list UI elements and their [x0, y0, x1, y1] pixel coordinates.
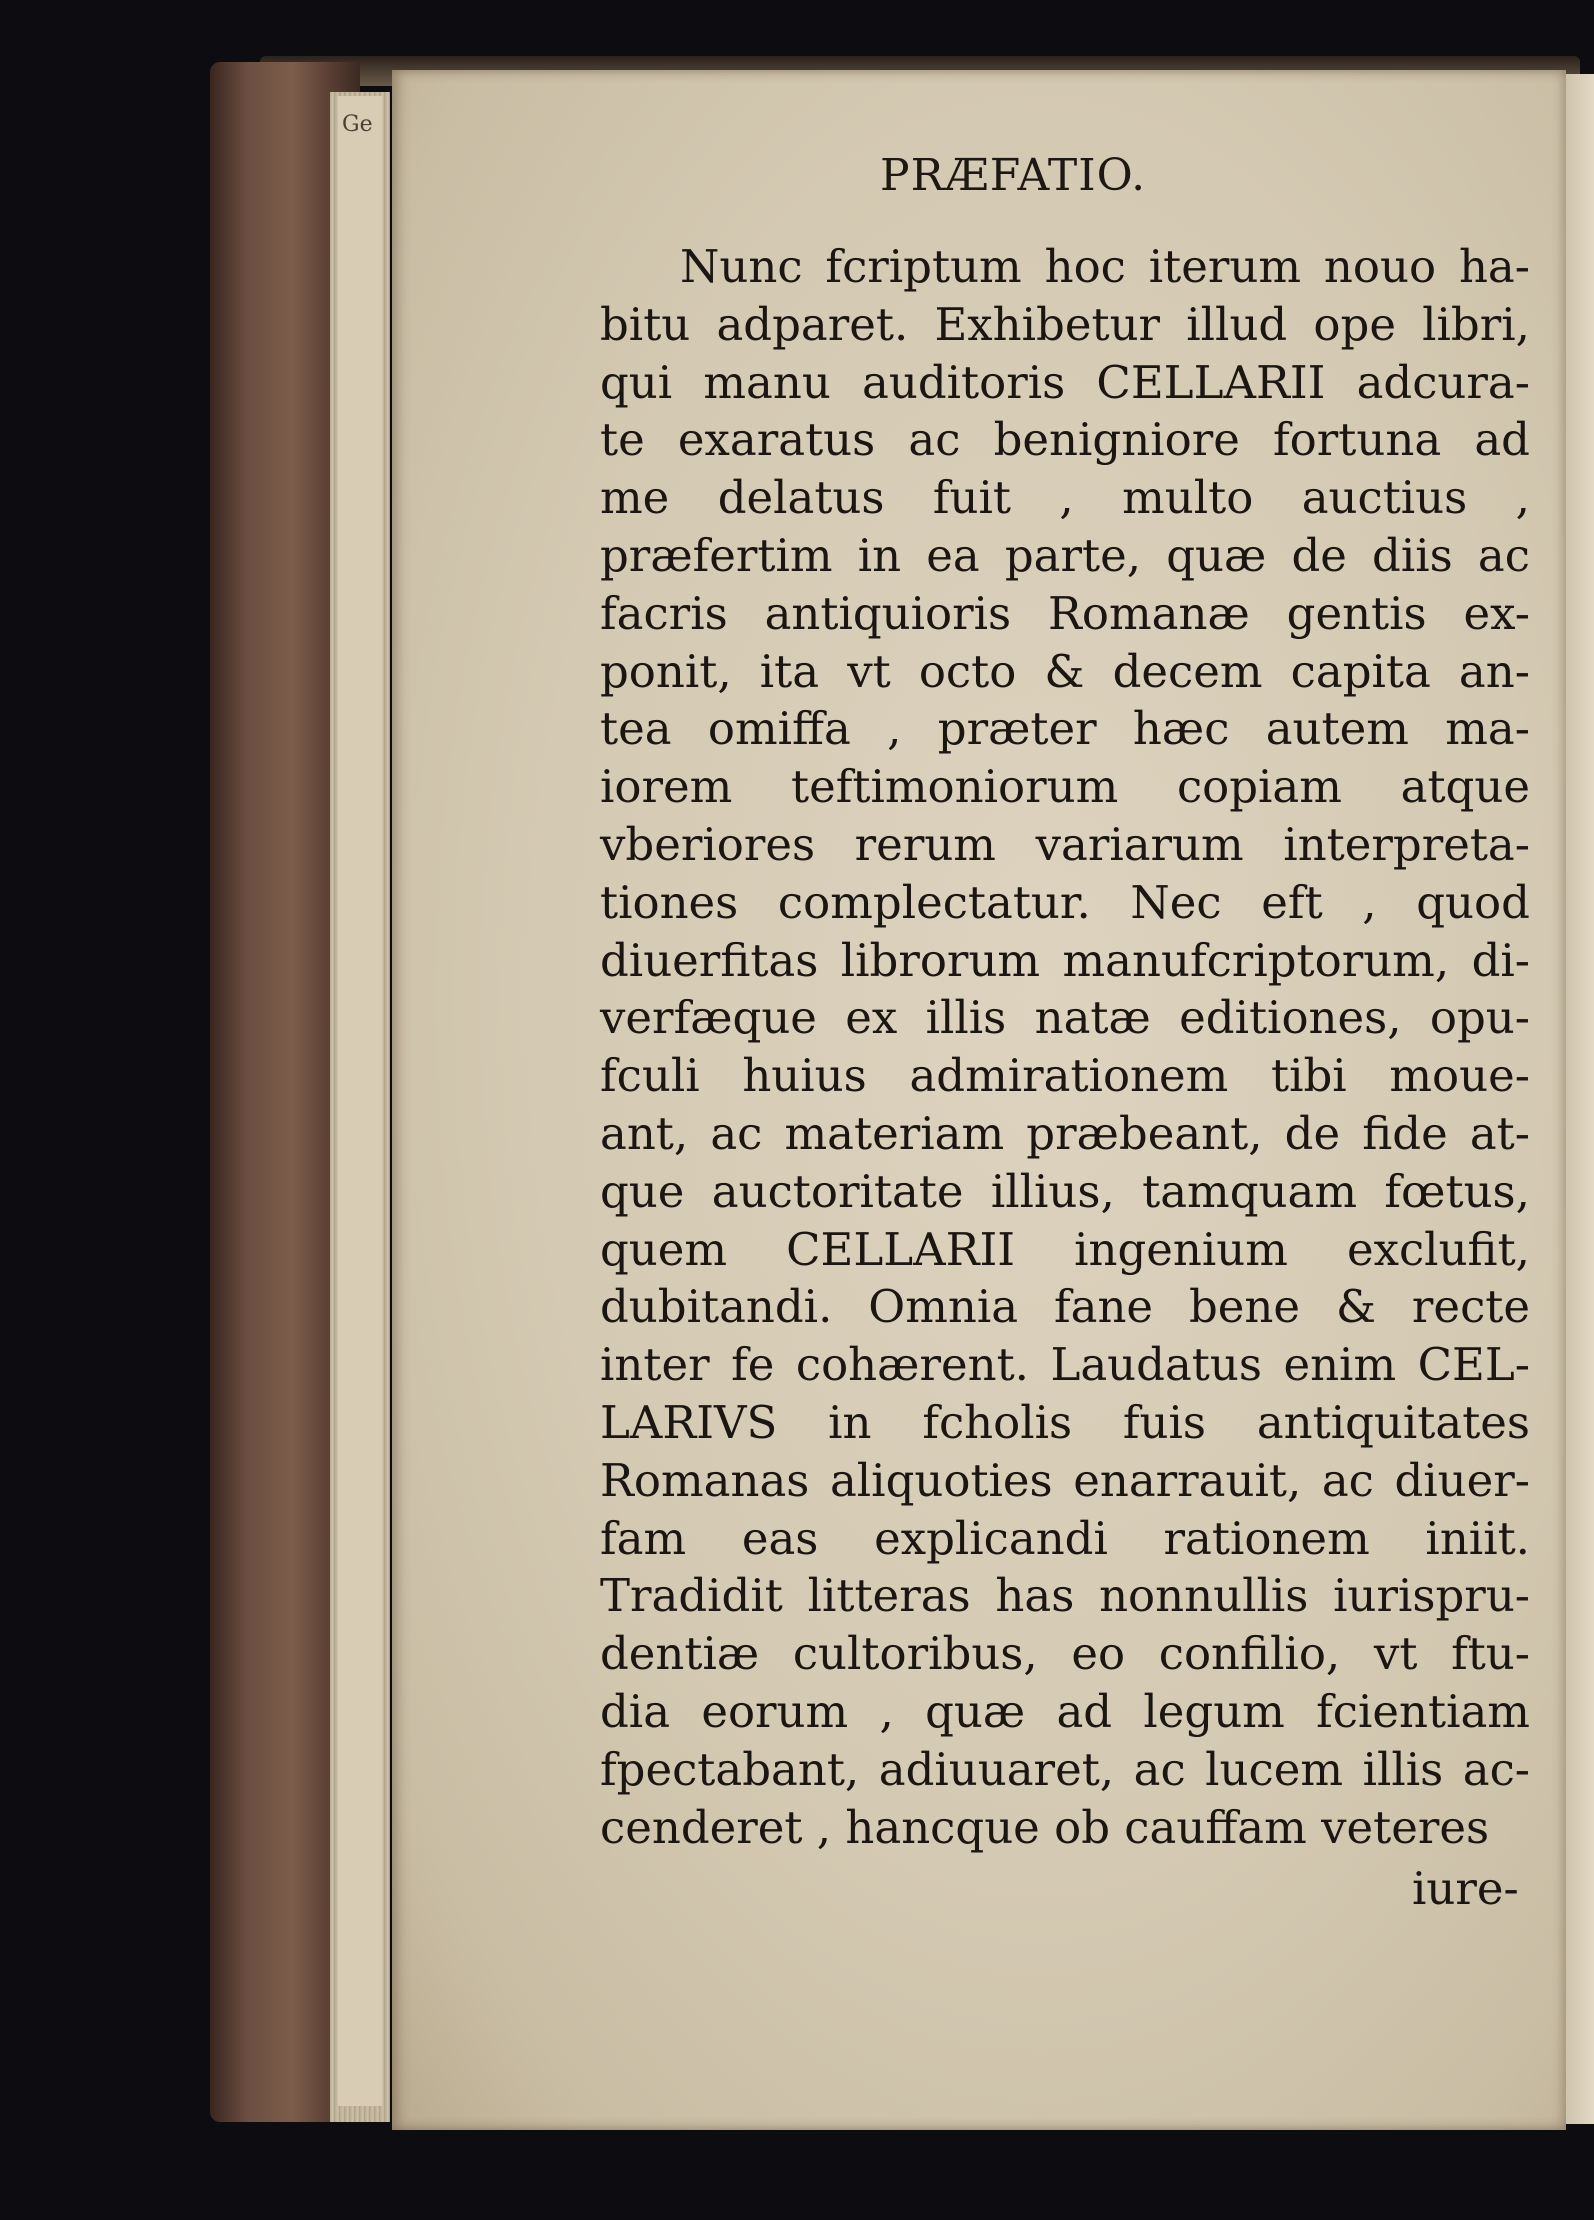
text-line: quem CELLARII ingenium exclufit, [600, 1222, 1530, 1276]
text-line: dubitandi. Omnia fane bene & recte [600, 1280, 1530, 1334]
previous-page-edge [338, 96, 382, 2106]
text-line: dia eorum , quæ ad legum fcientiam [600, 1684, 1530, 1738]
text-line: qui manu auditoris CELLARII adcura- [600, 355, 1530, 409]
text-line: ponit, ita vt octo & decem capita an- [600, 644, 1530, 698]
text-line: fam eas explicandi rationem iniit. [600, 1511, 1530, 1565]
text-line: te exaratus ac benigniore fortuna ad [600, 413, 1530, 467]
text-line: LARIVS in fcholis fuis antiquitates [600, 1395, 1530, 1449]
text-line: que auctoritate illius, tamquam fœtus, [600, 1164, 1530, 1218]
previous-page-fragment: Ge [342, 112, 373, 137]
text-line: tiones complectatur. Nec eft , quod [600, 875, 1530, 929]
text-line: tea omiffa , præter hæc autem ma- [600, 702, 1530, 756]
text-line: ant, ac materiam præbeant, de fide at- [600, 1106, 1530, 1160]
text-line: cenderet , hancque ob cauffam veteres [600, 1800, 1490, 1854]
text-line: diuerfitas librorum manufcriptorum, di- [600, 933, 1530, 987]
text-line: fpectabant, adiuuaret, ac lucem illis ac- [600, 1742, 1530, 1796]
text-line: bitu adparet. Exhibetur illud ope libri, [600, 297, 1530, 351]
text-line: iorem teftimoniorum copiam atque [600, 760, 1530, 814]
text-line: vberiores rerum variarum interpreta- [600, 817, 1530, 871]
catchword: iure- [1412, 1862, 1519, 1915]
text-line: dentiæ cultoribus, eo confilio, vt ftu- [600, 1627, 1530, 1681]
text-line: fculi huius admirationem tibi moue- [600, 1049, 1530, 1103]
text-line: facris antiquioris Romanæ gentis ex- [600, 586, 1530, 640]
text-line: verfæque ex illis natæ editiones, opu- [600, 991, 1530, 1045]
page-header: PRÆFATIO. [880, 150, 1147, 201]
text-line: Romanas aliquoties enarrauit, ac diuer- [600, 1453, 1530, 1507]
text-line: Nunc fcriptum hoc iterum nouo ha- [680, 240, 1530, 293]
text-line: me delatus fuit , multo auctius , [600, 471, 1530, 525]
body-text [600, 238, 1530, 1856]
text-line: præfertim in ea parte, quæ de diis ac [600, 528, 1530, 582]
text-line: inter fe cohærent. Laudatus enim CEL- [600, 1338, 1530, 1392]
text-line: Tradidit litteras has nonnullis iurispru- [600, 1569, 1530, 1623]
